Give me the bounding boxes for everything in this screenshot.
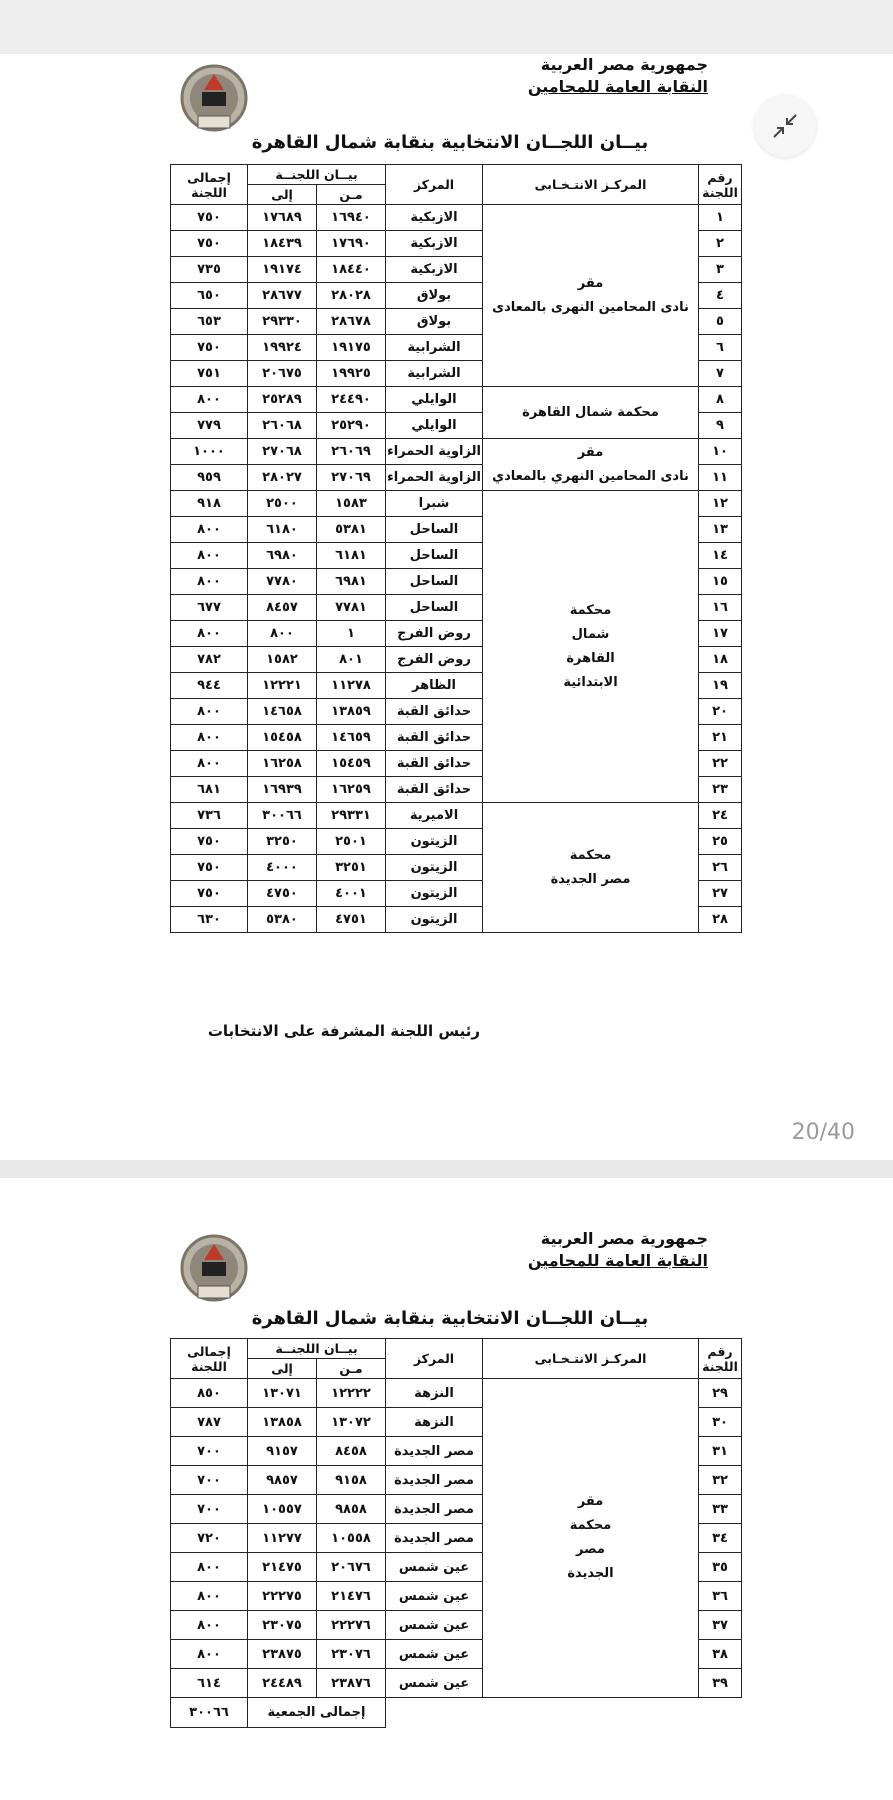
committee-total-cell: ٨٠٠ — [171, 1640, 248, 1669]
committee-number: ٢٢ — [699, 751, 742, 777]
range-from-cell: ٤٧٥١ — [317, 907, 386, 933]
location-cell: الوايلي — [386, 387, 483, 413]
header-from: مـن — [317, 1359, 386, 1379]
syndicate-emblem-icon — [178, 1230, 250, 1310]
committee-total-cell: ٧٢٠ — [171, 1524, 248, 1553]
range-to-cell: ١٧٦٨٩ — [248, 205, 317, 231]
committee-total-cell: ٧٠٠ — [171, 1437, 248, 1466]
location-cell: عين شمس — [386, 1640, 483, 1669]
committee-total-cell: ٧٥٠ — [171, 231, 248, 257]
shrink-button[interactable] — [754, 95, 816, 157]
range-from-cell: ٢٤٤٩٠ — [317, 387, 386, 413]
committee-total-cell: ٨٠٠ — [171, 1582, 248, 1611]
range-to-cell: ٩١٥٧ — [248, 1437, 317, 1466]
committee-number: ٢٣ — [699, 777, 742, 803]
range-from-cell: ٥٣٨١ — [317, 517, 386, 543]
table-row — [171, 491, 742, 517]
location-cell: الشرابية — [386, 361, 483, 387]
committee-total-cell: ٦١٤ — [171, 1669, 248, 1698]
range-to-cell: ٥٣٨٠ — [248, 907, 317, 933]
location-cell: الزيتون — [386, 829, 483, 855]
electoral-center-label: مقر — [577, 1494, 604, 1509]
range-to-cell: ٧٧٨٠ — [248, 569, 317, 595]
header-syndicate: النقابة العامة للمحامين — [527, 77, 708, 96]
committee-number: ٣٤ — [699, 1524, 742, 1553]
location-cell: الاميرية — [386, 803, 483, 829]
range-to-cell: ٢٥٢٨٩ — [248, 387, 317, 413]
electoral-center-cell — [483, 439, 699, 491]
committee-number: ١١ — [699, 465, 742, 491]
committee-total-cell: ٦٥٣ — [171, 309, 248, 335]
committee-total-cell: ٧٧٩ — [171, 413, 248, 439]
committee-total-cell: ٧٥٠ — [171, 829, 248, 855]
committee-number: ٣٥ — [699, 1553, 742, 1582]
range-from-cell: ١٠٥٥٨ — [317, 1524, 386, 1553]
location-cell: بولاق — [386, 309, 483, 335]
committee-total-cell: ٨٠٠ — [171, 569, 248, 595]
range-from-cell: ٧٧٨١ — [317, 595, 386, 621]
range-from-cell: ٩٨٥٨ — [317, 1495, 386, 1524]
range-from-cell: ٢٩٣٣١ — [317, 803, 386, 829]
page-separator — [0, 1160, 893, 1178]
committee-total-cell: ٧٣٦ — [171, 803, 248, 829]
committee-number: ٢ — [699, 231, 742, 257]
committee-total-cell: ٧٠٠ — [171, 1495, 248, 1524]
range-from-cell: ٩١٥٨ — [317, 1466, 386, 1495]
committees-table-2 — [170, 1338, 742, 1728]
committee-number: ٣٣ — [699, 1495, 742, 1524]
range-from-cell: ٨٤٥٨ — [317, 1437, 386, 1466]
location-cell: الزيتون — [386, 855, 483, 881]
range-from-cell: ١٣٠٧٢ — [317, 1408, 386, 1437]
range-to-cell: ٦١٨٠ — [248, 517, 317, 543]
range-from-cell: ١٣٨٥٩ — [317, 699, 386, 725]
committee-total-cell: ١٠٠٠ — [171, 439, 248, 465]
header-range: بيــان اللجنــة — [248, 165, 386, 185]
header-syndicate-2: النقابة العامة للمحامين — [527, 1251, 708, 1270]
header-country-2: جمهورية مصر العربية — [540, 1229, 708, 1248]
header-range: بيــان اللجنــة — [248, 1339, 386, 1359]
page-title: بيــان اللجــان الانتخابية بنقابة شمال القاهرة — [251, 132, 649, 153]
range-to-cell: ٦٩٨٠ — [248, 543, 317, 569]
range-to-cell: ١٠٥٥٧ — [248, 1495, 317, 1524]
electoral-center-cell — [483, 491, 699, 803]
location-cell: الساحل — [386, 543, 483, 569]
header-country: جمهورية مصر العربية — [540, 55, 708, 74]
electoral-center-cell — [483, 205, 699, 387]
viewer-top-strip — [0, 0, 893, 54]
table-row — [171, 205, 742, 231]
committee-number: ٣٦ — [699, 1582, 742, 1611]
committee-total-cell: ٦٥٠ — [171, 283, 248, 309]
location-cell: حدائق القبة — [386, 699, 483, 725]
header-electoral-center: المركـز الانتـخـابى — [483, 1339, 699, 1379]
location-cell: مصر الجديدة — [386, 1524, 483, 1553]
range-from-cell: ٢٢٢٧٦ — [317, 1611, 386, 1640]
location-cell: النزهة — [386, 1379, 483, 1408]
blank-cell — [386, 1698, 742, 1728]
table-body-2 — [171, 1379, 742, 1728]
range-from-cell: ٢٨٠٢٨ — [317, 283, 386, 309]
range-to-cell: ١١٢٧٧ — [248, 1524, 317, 1553]
range-to-cell: ١٣٠٧١ — [248, 1379, 317, 1408]
range-to-cell: ٢٨٠٢٧ — [248, 465, 317, 491]
electoral-center-label: نادى المحامين النهرى بالمعادى — [492, 299, 689, 315]
range-from-cell: ٢٣٨٧٦ — [317, 1669, 386, 1698]
range-from-cell: ١١٢٧٨ — [317, 673, 386, 699]
range-from-cell: ١٦٩٤٠ — [317, 205, 386, 231]
committee-total-cell: ٨٠٠ — [171, 725, 248, 751]
committee-total-cell: ٧٨٢ — [171, 647, 248, 673]
committee-number: ٣ — [699, 257, 742, 283]
location-cell: عين شمس — [386, 1553, 483, 1582]
committee-number: ٩ — [699, 413, 742, 439]
range-to-cell: ٩٨٥٧ — [248, 1466, 317, 1495]
header-to: إلى — [248, 1359, 317, 1379]
location-cell: الساحل — [386, 569, 483, 595]
range-from-cell: ١٥٤٥٩ — [317, 751, 386, 777]
shrink-arrows-icon — [772, 113, 798, 139]
location-cell: الازبكية — [386, 205, 483, 231]
range-from-cell: ٢١٤٧٦ — [317, 1582, 386, 1611]
committee-total-cell: ٨٠٠ — [171, 621, 248, 647]
location-cell: الزاوية الحمراء — [386, 465, 483, 491]
committee-total-cell: ٨٠٠ — [171, 543, 248, 569]
range-from-cell: ٢٥٠١ — [317, 829, 386, 855]
committee-total-cell: ٧٥٠ — [171, 205, 248, 231]
committee-number: ٢٠ — [699, 699, 742, 725]
range-to-cell: ٢٣٠٧٥ — [248, 1611, 317, 1640]
committee-number: ١٩ — [699, 673, 742, 699]
electoral-center-label: مصر — [576, 1542, 605, 1557]
committee-total-cell: ٧٨٧ — [171, 1408, 248, 1437]
range-from-cell: ١٨٤٤٠ — [317, 257, 386, 283]
location-cell: الزيتون — [386, 907, 483, 933]
committee-total-cell: ٨٠٠ — [171, 751, 248, 777]
header-electoral-center: المركـز الانتـخـابى — [483, 165, 699, 205]
location-cell: الازبكية — [386, 231, 483, 257]
range-to-cell: ٢١٤٧٥ — [248, 1553, 317, 1582]
electoral-center-cell — [483, 387, 699, 439]
committee-total-cell: ٧٥٠ — [171, 855, 248, 881]
committee-number: ٦ — [699, 335, 742, 361]
electoral-center-cell — [483, 803, 699, 933]
committee-number: ٣٨ — [699, 1640, 742, 1669]
range-from-cell: ٢٧٠٦٩ — [317, 465, 386, 491]
committee-number: ١٢ — [699, 491, 742, 517]
range-from-cell: ١٤٦٥٩ — [317, 725, 386, 751]
committee-total-cell: ٩١٨ — [171, 491, 248, 517]
range-to-cell: ١٥٤٥٨ — [248, 725, 317, 751]
range-to-cell: ٢٩٣٣٠ — [248, 309, 317, 335]
range-to-cell: ١٥٨٢ — [248, 647, 317, 673]
committee-total-cell: ٦٧٧ — [171, 595, 248, 621]
committee-number: ٤ — [699, 283, 742, 309]
range-to-cell: ٣٢٥٠ — [248, 829, 317, 855]
committee-number: ٢١ — [699, 725, 742, 751]
header-location: المركز — [386, 1339, 483, 1379]
electoral-center-label: مقر — [577, 444, 604, 460]
page-counter: 20/40 — [791, 1120, 855, 1145]
document-header — [528, 54, 708, 98]
header-location: المركز — [386, 165, 483, 205]
table-row — [171, 439, 742, 465]
header-total: إجمالى اللجنة — [171, 1339, 248, 1379]
range-to-cell: ٢٨٦٧٧ — [248, 283, 317, 309]
committee-number: ١٦ — [699, 595, 742, 621]
committee-number: ٣٩ — [699, 1669, 742, 1698]
committee-total-cell: ٨٠٠ — [171, 1553, 248, 1582]
location-cell: الشرابية — [386, 335, 483, 361]
range-from-cell: ١ — [317, 621, 386, 647]
range-from-cell: ١٩٩٢٥ — [317, 361, 386, 387]
committee-total-cell: ٨٠٠ — [171, 1611, 248, 1640]
electoral-center-label: الجديدة — [567, 1566, 614, 1581]
range-from-cell: ١٧٦٩٠ — [317, 231, 386, 257]
range-from-cell: ٢٨٦٧٨ — [317, 309, 386, 335]
location-cell: الزيتون — [386, 881, 483, 907]
committee-number: ٣٠ — [699, 1408, 742, 1437]
header-from: مـن — [317, 185, 386, 205]
committee-total-cell: ٨٠٠ — [171, 387, 248, 413]
header-committee-no: رقم اللجنة — [699, 1339, 742, 1379]
committee-number: ٣٢ — [699, 1466, 742, 1495]
signature-line: رئيس اللجنة المشرفة على الانتخابات — [207, 1022, 480, 1040]
assembly-total-value: ٣٠٠٦٦ — [171, 1698, 248, 1728]
range-from-cell: ١٦٢٥٩ — [317, 777, 386, 803]
table-row — [171, 1379, 742, 1408]
committee-total-cell: ٨٥٠ — [171, 1379, 248, 1408]
committee-number: ٢٥ — [699, 829, 742, 855]
committee-number: ٥ — [699, 309, 742, 335]
range-to-cell: ٤٠٠٠ — [248, 855, 317, 881]
range-to-cell: ١٦٢٥٨ — [248, 751, 317, 777]
range-from-cell: ١٩١٧٥ — [317, 335, 386, 361]
electoral-center-label: القاهرة — [566, 650, 615, 666]
committee-number: ٢٨ — [699, 907, 742, 933]
assembly-total-row — [171, 1698, 742, 1728]
range-to-cell: ٤٧٥٠ — [248, 881, 317, 907]
electoral-center-label: محكمة — [569, 602, 612, 618]
range-from-cell: ٦٩٨١ — [317, 569, 386, 595]
range-to-cell: ٣٠٠٦٦ — [248, 803, 317, 829]
range-from-cell: ١٥٨٣ — [317, 491, 386, 517]
electoral-center-cell — [483, 1379, 699, 1698]
electoral-center-label: محكمة — [569, 1518, 612, 1533]
location-cell: الساحل — [386, 517, 483, 543]
committee-number: ٣٧ — [699, 1611, 742, 1640]
committee-total-cell: ٨٠٠ — [171, 517, 248, 543]
committee-number: ١ — [699, 205, 742, 231]
electoral-center-label: شمال — [571, 626, 610, 642]
committee-number: ١٥ — [699, 569, 742, 595]
location-cell: بولاق — [386, 283, 483, 309]
committee-number: ١٣ — [699, 517, 742, 543]
range-from-cell: ٢٠٦٧٦ — [317, 1553, 386, 1582]
committee-number: ٣١ — [699, 1437, 742, 1466]
table-row — [171, 803, 742, 829]
committee-total-cell: ٩٤٤ — [171, 673, 248, 699]
range-to-cell: ١٩٩٢٤ — [248, 335, 317, 361]
committee-total-cell: ٧٥٠ — [171, 881, 248, 907]
committee-total-cell: ٨٠٠ — [171, 699, 248, 725]
document-page-1 — [0, 54, 893, 1160]
range-to-cell: ٢٣٨٧٥ — [248, 1640, 317, 1669]
location-cell: الزاوية الحمراء — [386, 439, 483, 465]
committee-number: ٢٧ — [699, 881, 742, 907]
range-to-cell: ٨٠٠ — [248, 621, 317, 647]
committee-total-cell: ٩٥٩ — [171, 465, 248, 491]
electoral-center-label: مقر — [577, 275, 604, 291]
range-from-cell: ٢٦٠٦٩ — [317, 439, 386, 465]
header-committee-no: رقم اللجنة — [699, 165, 742, 205]
table-body-1 — [171, 205, 742, 933]
location-cell: حدائق القبة — [386, 725, 483, 751]
location-cell: الوايلي — [386, 413, 483, 439]
committee-number: ٢٦ — [699, 855, 742, 881]
range-to-cell: ٢٢٢٧٥ — [248, 1582, 317, 1611]
committee-total-cell: ٧٠٠ — [171, 1466, 248, 1495]
range-to-cell: ٢٤٤٨٩ — [248, 1669, 317, 1698]
committee-number: ٢٩ — [699, 1379, 742, 1408]
range-to-cell: ٢٦٠٦٨ — [248, 413, 317, 439]
range-to-cell: ١٣٨٥٨ — [248, 1408, 317, 1437]
location-cell: روض الفرج — [386, 621, 483, 647]
range-to-cell: ٨٤٥٧ — [248, 595, 317, 621]
document-header-2 — [528, 1228, 708, 1272]
committee-number: ١٨ — [699, 647, 742, 673]
committee-total-cell: ٧٥٠ — [171, 335, 248, 361]
committee-number: ٧ — [699, 361, 742, 387]
location-cell: عين شمس — [386, 1582, 483, 1611]
committee-number: ٢٤ — [699, 803, 742, 829]
document-page-2 — [0, 1178, 893, 1800]
syndicate-emblem-icon — [178, 60, 250, 140]
header-to: إلى — [248, 185, 317, 205]
location-cell: عين شمس — [386, 1669, 483, 1698]
location-cell: الظاهر — [386, 673, 483, 699]
location-cell: عين شمس — [386, 1611, 483, 1640]
location-cell: مصر الجديدة — [386, 1495, 483, 1524]
table-row — [171, 387, 742, 413]
range-from-cell: ٢٥٢٩٠ — [317, 413, 386, 439]
committee-total-cell: ٦٨١ — [171, 777, 248, 803]
range-from-cell: ٣٢٥١ — [317, 855, 386, 881]
committee-total-cell: ٧٥١ — [171, 361, 248, 387]
committee-number: ١٤ — [699, 543, 742, 569]
electoral-center-label: الابتدائية — [563, 674, 618, 690]
range-to-cell: ٢٥٠٠ — [248, 491, 317, 517]
committee-number: ١٠ — [699, 439, 742, 465]
location-cell: النزهة — [386, 1408, 483, 1437]
range-to-cell: ١٤٦٥٨ — [248, 699, 317, 725]
committee-number: ٨ — [699, 387, 742, 413]
range-to-cell: ١٩١٧٤ — [248, 257, 317, 283]
location-cell: مصر الجديدة — [386, 1437, 483, 1466]
range-to-cell: ٢٧٠٦٨ — [248, 439, 317, 465]
range-from-cell: ٨٠١ — [317, 647, 386, 673]
electoral-center-label: مصر الجديدة — [550, 871, 631, 887]
location-cell: حدائق القبة — [386, 777, 483, 803]
committee-total-cell: ٦٣٠ — [171, 907, 248, 933]
location-cell: مصر الجديدة — [386, 1466, 483, 1495]
range-to-cell: ١٢٢٢١ — [248, 673, 317, 699]
location-cell: حدائق القبة — [386, 751, 483, 777]
range-from-cell: ٢٣٠٧٦ — [317, 1640, 386, 1669]
location-cell: الساحل — [386, 595, 483, 621]
electoral-center-label: محكمة شمال القاهرة — [522, 404, 659, 420]
electoral-center-label: محكمة — [569, 847, 612, 863]
committees-table-1 — [170, 164, 742, 933]
range-from-cell: ١٢٢٢٢ — [317, 1379, 386, 1408]
committee-total-cell: ٧٣٥ — [171, 257, 248, 283]
location-cell: الازبكية — [386, 257, 483, 283]
assembly-total-label: إجمالى الجمعية — [248, 1698, 386, 1728]
range-to-cell: ٢٠٦٧٥ — [248, 361, 317, 387]
page-title-2: بيــان اللجــان الانتخابية بنقابة شمال القاهرة — [251, 1308, 649, 1329]
range-to-cell: ١٨٤٣٩ — [248, 231, 317, 257]
range-to-cell: ١٦٩٣٩ — [248, 777, 317, 803]
range-from-cell: ٤٠٠١ — [317, 881, 386, 907]
range-from-cell: ٦١٨١ — [317, 543, 386, 569]
location-cell: شبرا — [386, 491, 483, 517]
location-cell: روض الفرج — [386, 647, 483, 673]
committee-number: ١٧ — [699, 621, 742, 647]
electoral-center-label: نادى المحامين النهري بالمعادي — [492, 468, 689, 484]
header-total: إجمالى اللجنة — [171, 165, 248, 205]
